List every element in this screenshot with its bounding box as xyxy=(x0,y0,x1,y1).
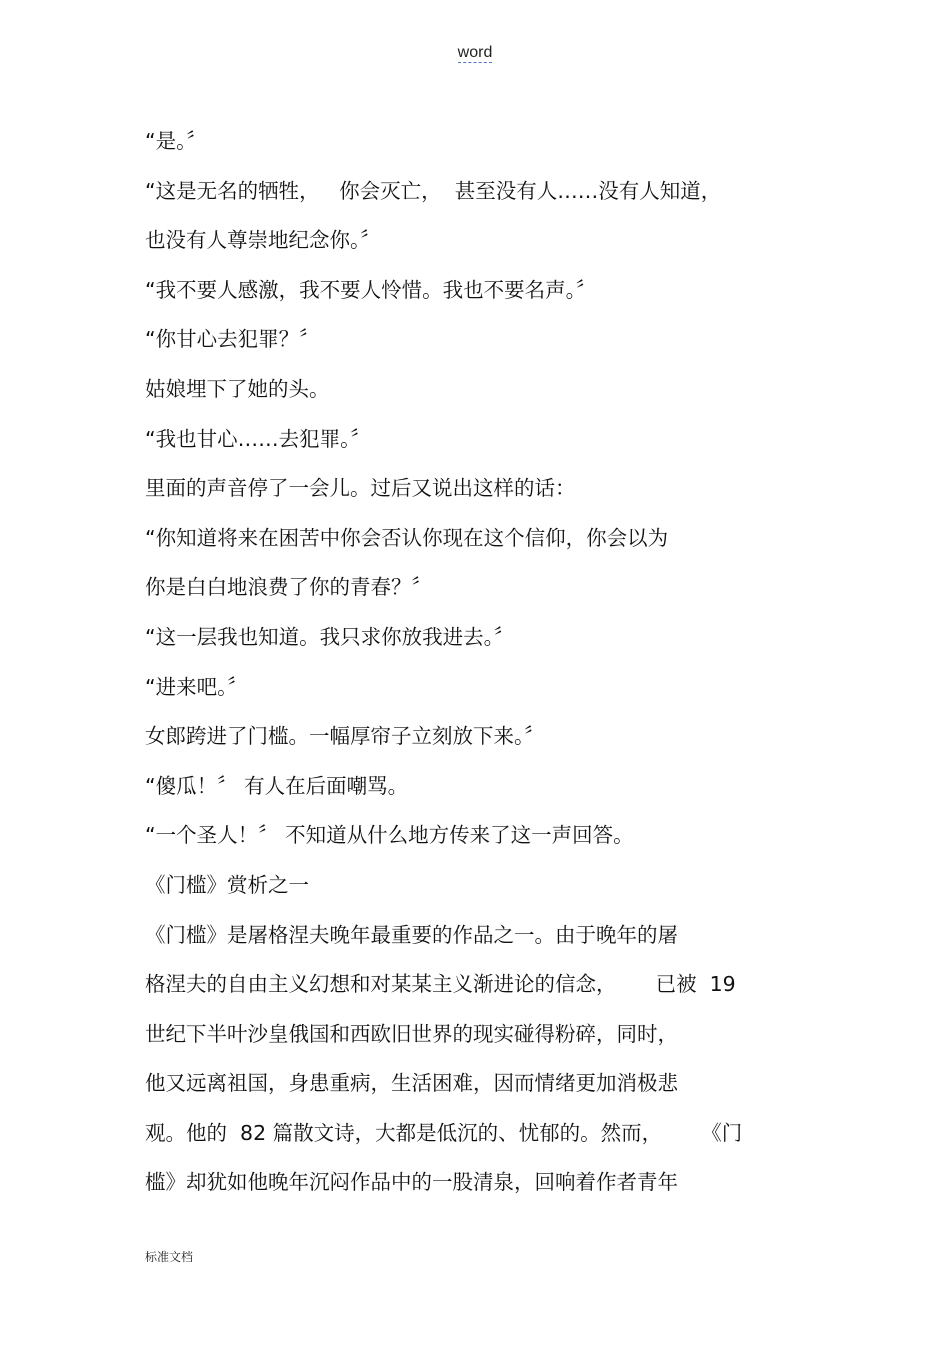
page-header xyxy=(0,44,950,62)
section-heading: 《门槛》赏析之一 xyxy=(145,872,309,897)
page-footer: 标准文档 xyxy=(145,1250,194,1264)
text-line: “我不要人感激，我不要人怜惜。我也不要名声。〞 xyxy=(145,277,597,302)
text-line: 格涅夫的自由主义幻想和对某某主义渐进论的信念， 已被 19 xyxy=(145,972,736,997)
text-line: “一个圣人！〞 不知道从什么地方传来了这一声回答。 xyxy=(145,823,634,848)
text-line: 姑娘埋下了她的头。 xyxy=(145,376,330,401)
text-line: “这是无名的牺牲， 你会灭亡， 甚至没有人……没有人知道， xyxy=(145,178,722,203)
text-line: 也没有人尊崇地纪念你。〞 xyxy=(145,228,381,253)
text-line: 世纪下半叶沙皇俄国和西欧旧世界的现实碰得粉碎，同时， xyxy=(145,1021,678,1046)
text-line: “是。〞 xyxy=(145,129,207,153)
text-line: “这一层我也知道。我只求你放我进去。〞 xyxy=(145,624,515,649)
header-title: word xyxy=(457,44,493,61)
text-line: 《门槛》是屠格涅夫晚年最重要的作品之一。由于晚年的屠 xyxy=(145,922,678,947)
text-line: “你甘心去犯罪？〞 xyxy=(145,327,320,352)
text-line: 女郎跨进了门槛。一幅厚帘子立刻放下来。〞 xyxy=(145,724,545,749)
text-line: 你是白白地浪费了你的青春？〞 xyxy=(145,575,432,600)
text-line: “我也甘心……去犯罪。〞 xyxy=(145,426,371,451)
text-line: “你知道将来在困苦中你会否认你现在这个信仰，你会以为 xyxy=(145,525,669,550)
document-body xyxy=(145,124,815,1215)
text-line: 里面的声音停了一会儿。过后又说出这样的话： xyxy=(145,476,576,501)
text-line: 观。他的 82 篇散文诗，大都是低沉的、忧郁的。然而， 《门 xyxy=(145,1120,743,1145)
text-line: 他又远离祖国，身患重病，生活困难，因而情绪更加消极悲 xyxy=(145,1071,678,1096)
text-line: “傻瓜！〞 有人在后面嘲骂。 xyxy=(145,773,409,798)
text-line: “进来吧。〞 xyxy=(145,674,248,699)
text-line: 槛》却犹如他晚年沉闷作品中的一股清泉，回响着作者青年 xyxy=(145,1170,678,1195)
